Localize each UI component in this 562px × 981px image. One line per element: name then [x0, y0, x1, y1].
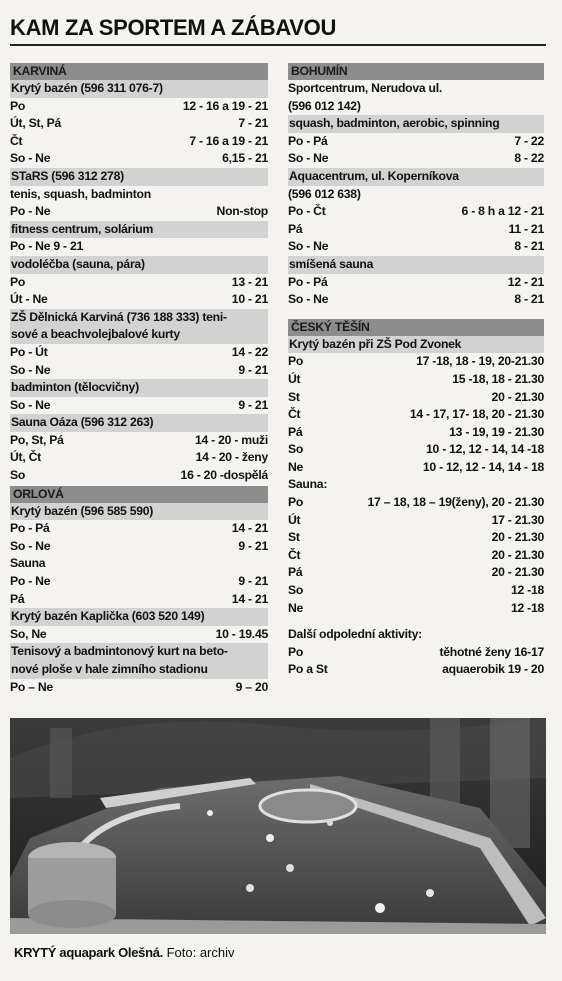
schedule-row [10, 344, 268, 362]
schedule-row [10, 291, 268, 309]
schedule-row [288, 371, 544, 389]
right-column [288, 62, 544, 679]
schedule-hours: 15 -18, 18 - 21.30 [452, 371, 544, 386]
schedule-day: Út [288, 371, 301, 386]
schedule-row [10, 115, 268, 133]
schedule-hours: 17 - 21.30 [491, 512, 544, 527]
venue-name: ZŠ Dělnická Karviná (736 188 333) teni- [10, 309, 268, 327]
schedule-row [288, 529, 544, 547]
schedule-day: So - Ne [288, 292, 329, 307]
venue-heading [10, 414, 268, 432]
schedule-day: So, Ne [10, 626, 47, 641]
schedule-hours: 17 – 18, 18 – 19(ženy), 20 - 21.30 [367, 495, 544, 510]
schedule-hours: 6,15 - 21 [222, 151, 268, 166]
info-text: Sportcentrum, Nerudova ul. [288, 81, 442, 95]
schedule-hours: 9 – 20 [235, 679, 268, 694]
schedule-day: Po - Ne [10, 204, 51, 219]
schedule-row [288, 389, 544, 407]
schedule-row [10, 573, 268, 591]
schedule-hours: 20 - 21.30 [491, 389, 544, 404]
spacer [288, 309, 544, 318]
schedule-hours: aquaerobik 19 - 20 [442, 662, 544, 677]
schedule-day: Út - Ne [10, 292, 48, 307]
schedule-hours: 12 - 16 a 19 - 21 [182, 98, 268, 113]
venue-name: Krytý bazén při ZŠ Pod Zvonek [288, 336, 544, 354]
info-text: (596 012 638) [288, 186, 361, 201]
schedule-row [10, 449, 268, 467]
schedule-row [10, 467, 268, 485]
venue-name: badminton (tělocvičny) [10, 379, 268, 397]
section-title: ORLOVÁ [13, 486, 64, 501]
schedule-row [10, 397, 268, 415]
schedule-hours: 10 - 21 [231, 292, 268, 307]
schedule-hours: 16 - 20 -dospělá [180, 468, 268, 483]
caption-credit: Foto: archiv [166, 945, 235, 960]
schedule-day: So - Ne [10, 538, 51, 553]
schedule-row [288, 353, 544, 371]
schedule-row [288, 150, 544, 168]
schedule-day: Út [288, 512, 301, 527]
schedule-row [10, 133, 268, 151]
page-title: KAM ZA SPORTEM A ZÁBAVOU [10, 14, 546, 46]
venue-heading [288, 336, 544, 354]
info-text: Po - Ne 9 - 21 [10, 239, 84, 254]
venue-name: Aquacentrum, ul. Koperníkova [288, 168, 544, 186]
info-line [10, 555, 268, 573]
info-text: Sauna: [288, 477, 328, 492]
venue-name: vodoléčba (sauna, pára) [10, 256, 268, 274]
schedule-row [10, 203, 268, 221]
schedule-day: Pá [288, 221, 303, 236]
schedule-hours: 7 - 21 [238, 116, 268, 131]
schedule-row [288, 291, 544, 309]
info-line [10, 186, 268, 204]
venue-heading [10, 661, 268, 679]
schedule-day: Út, Čt [10, 450, 41, 465]
venue-heading [10, 643, 268, 661]
schedule-row [288, 441, 544, 459]
schedule-row [10, 520, 268, 538]
left-column [10, 62, 268, 696]
venue-name: squash, badminton, aerobic, spinning [288, 115, 544, 133]
schedule-hours: 8 - 22 [514, 151, 544, 166]
schedule-row [10, 538, 268, 556]
info-line [10, 238, 268, 256]
section-title: ČESKÝ TĚŠÍN [291, 319, 370, 334]
schedule-hours: 10 - 19.45 [215, 626, 268, 641]
schedule-row [288, 512, 544, 530]
venue-heading [10, 256, 268, 274]
venue-heading [10, 326, 268, 344]
schedule-hours: 12 -18 [510, 600, 544, 615]
schedule-row [10, 98, 268, 116]
schedule-hours: 13 - 19, 19 - 21.30 [449, 424, 544, 439]
schedule-row [288, 203, 544, 221]
venue-heading [288, 168, 544, 186]
schedule-day: Po [288, 644, 304, 659]
section-title: KARVINÁ [13, 64, 67, 78]
venue-heading [288, 115, 544, 133]
schedule-hours: 20 - 21.30 [491, 565, 544, 580]
schedule-hours: 7 - 16 a 19 - 21 [189, 133, 268, 148]
city-section-header [288, 63, 544, 80]
city-section-header [10, 63, 268, 80]
info-text: Další odpolední aktivity: [288, 627, 422, 642]
schedule-row [10, 626, 268, 644]
schedule-day: Čt [288, 547, 301, 562]
info-line [288, 626, 544, 644]
venue-heading [10, 503, 268, 521]
venue-heading [10, 221, 268, 239]
schedule-row [288, 424, 544, 442]
schedule-day: Po a St [288, 662, 328, 677]
venue-name: Sauna Oáza (596 312 263) [10, 414, 268, 432]
schedule-day: So [288, 442, 304, 457]
schedule-day: Po - Pá [10, 521, 50, 536]
schedule-row [288, 600, 544, 618]
pool-illustration [10, 718, 546, 934]
schedule-hours: těhotné ženy 16-17 [439, 644, 544, 659]
schedule-hours: 14 - 20 - muži [194, 432, 268, 447]
schedule-day: So - Ne [288, 239, 329, 254]
schedule-row [10, 591, 268, 609]
info-line [288, 186, 544, 204]
schedule-day: Po - Pá [288, 274, 328, 289]
info-line [288, 98, 544, 116]
city-section-header [10, 486, 268, 503]
schedule-day: Po - Pá [288, 133, 328, 148]
schedule-day: Po [288, 354, 304, 369]
schedule-row [288, 644, 544, 662]
schedule-day: So - Ne [288, 151, 329, 166]
venue-heading [10, 168, 268, 186]
schedule-day: Ne [288, 459, 304, 474]
info-text: tenis, squash, badminton [10, 186, 151, 201]
schedule-row [10, 150, 268, 168]
schedule-day: Po – Ne [10, 679, 53, 694]
schedule-day: Po - Út [10, 344, 48, 359]
photo-caption [14, 944, 544, 962]
schedule-row [288, 221, 544, 239]
schedule-hours: 10 - 12, 12 - 14, 14 - 18 [422, 459, 544, 474]
schedule-row [288, 238, 544, 256]
city-section-header [288, 319, 544, 336]
info-text: (596 012 142) [288, 98, 361, 113]
venue-name: Krytý bazén (596 311 076-7) [10, 80, 268, 98]
schedule-day: So - Ne [10, 362, 51, 377]
info-line [288, 476, 544, 494]
schedule-day: Po - Čt [288, 204, 326, 219]
venue-name: Krytý bazén Kaplička (603 520 149) [10, 608, 268, 626]
venue-heading [10, 379, 268, 397]
schedule-row [288, 133, 544, 151]
schedule-day: So - Ne [10, 151, 51, 166]
schedule-row [10, 679, 268, 697]
venue-name: Tenisový a badmintonový kurt na beto- [10, 643, 268, 661]
schedule-hours: 14 - 21 [231, 521, 268, 536]
venue-heading [10, 309, 268, 327]
schedule-hours: 12 - 21 [507, 274, 544, 289]
schedule-row [288, 274, 544, 292]
schedule-day: Pá [10, 591, 25, 606]
schedule-hours: 20 - 21.30 [491, 547, 544, 562]
schedule-day: So - Ne [10, 397, 51, 412]
schedule-day: Po [10, 274, 26, 289]
schedule-hours: 7 - 22 [514, 133, 544, 148]
spacer [288, 617, 544, 626]
venue-name: sové a beachvolejbalové kurty [10, 326, 268, 344]
schedule-hours: 9 - 21 [238, 538, 268, 553]
schedule-hours: 9 - 21 [238, 362, 268, 377]
venue-name: nové ploše v hale zimního stadionu [10, 661, 268, 679]
schedule-row [288, 547, 544, 565]
schedule-hours: 14 - 20 - ženy [195, 450, 268, 465]
schedule-hours: 9 - 21 [238, 574, 268, 589]
venue-heading [10, 608, 268, 626]
schedule-hours: Non-stop [216, 204, 268, 219]
schedule-day: Ne [288, 600, 304, 615]
schedule-row [288, 661, 544, 679]
venue-name: fitness centrum, solárium [10, 221, 268, 239]
schedule-hours: 10 - 12, 12 - 14, 14 -18 [426, 442, 544, 457]
section-title: BOHUMÍN [291, 64, 348, 78]
schedule-row [10, 274, 268, 292]
schedule-day: Čt [10, 133, 23, 148]
schedule-row [10, 362, 268, 380]
schedule-hours: 14 - 17, 17- 18, 20 - 21.30 [409, 407, 544, 422]
schedule-hours: 8 - 21 [514, 239, 544, 254]
venue-heading [288, 256, 544, 274]
schedule-day: Po - Ne [10, 574, 51, 589]
caption-title: KRYTÝ aquapark Olešná. [14, 945, 163, 960]
schedule-hours: 14 - 21 [231, 591, 268, 606]
schedule-row [10, 432, 268, 450]
venue-heading [10, 80, 268, 98]
info-line [288, 80, 544, 98]
schedule-day: St [288, 530, 300, 545]
schedule-hours: 20 - 21.30 [491, 530, 544, 545]
schedule-row [288, 406, 544, 424]
venue-name: Krytý bazén (596 585 590) [10, 503, 268, 521]
schedule-day: St [288, 389, 300, 404]
schedule-day: Po [288, 495, 304, 510]
schedule-day: Pá [288, 565, 303, 580]
schedule-hours: 17 -18, 18 - 19, 20-21.30 [416, 354, 544, 369]
schedule-row [288, 564, 544, 582]
schedule-hours: 13 - 21 [231, 274, 268, 289]
indoor-pool-photo [10, 718, 546, 934]
schedule-day: Po, St, Pá [10, 432, 64, 447]
venue-name: smíšená sauna [288, 256, 544, 274]
venue-name: STaRS (596 312 278) [10, 168, 268, 186]
schedule-hours: 14 - 22 [231, 344, 268, 359]
schedule-day: Pá [288, 424, 303, 439]
schedule-hours: 12 -18 [510, 583, 544, 598]
schedule-hours: 11 - 21 [508, 221, 544, 236]
schedule-day: So [288, 583, 304, 598]
schedule-row [288, 494, 544, 512]
schedule-day: Čt [288, 407, 301, 422]
schedule-hours: 8 - 21 [514, 292, 544, 307]
schedule-hours: 9 - 21 [238, 397, 268, 412]
schedule-row [288, 459, 544, 477]
schedule-day: Út, St, Pá [10, 116, 61, 131]
schedule-day: So [10, 468, 26, 483]
schedule-row [288, 582, 544, 600]
info-text: Sauna [10, 556, 46, 571]
schedule-day: Po [10, 98, 26, 113]
schedule-hours: 6 - 8 h a 12 - 21 [461, 204, 544, 219]
